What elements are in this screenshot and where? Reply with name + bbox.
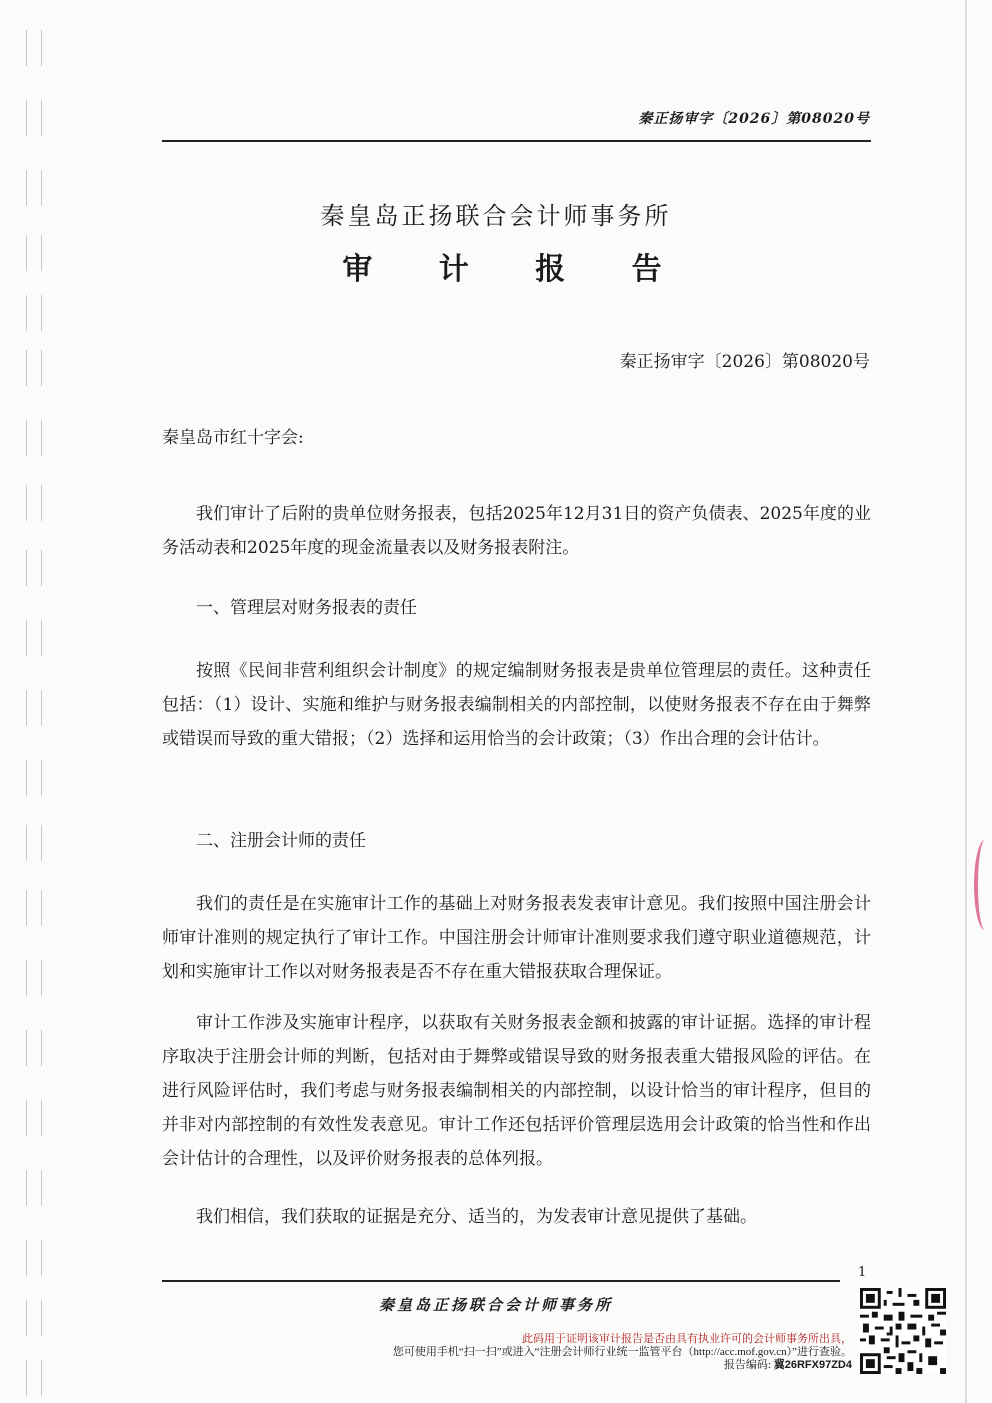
verification-line-1: 此码用于证明该审计报告是否由具有执业许可的会计师事务所出具， [522, 1333, 852, 1345]
verification-note [232, 1333, 852, 1372]
binding-holes [26, 30, 44, 1380]
section2-paragraph-3: 我们相信，我们获取的证据是充分、适当的，为发表审计意见提供了基础。 [196, 1207, 757, 1227]
footer-divider [162, 1280, 840, 1282]
qr-code-icon[interactable] [860, 1288, 946, 1374]
report-title: 审 计 报 告 [342, 252, 690, 287]
seal-edge-mark [974, 840, 992, 930]
header-reference: 秦正扬审字〔2026〕第08020号 [638, 111, 870, 127]
verification-code-label: 报告编码: [723, 1359, 771, 1371]
reference-number: 秦正扬审字〔2026〕第08020号 [619, 352, 870, 372]
section1-paragraph: 按照《民间非营利组织会计制度》的规定编制财务报表是贵单位管理层的责任。这种责任包括：（1）设计、实施和维护与财务报表编制相关的内部控制，以使财务报表不存在由于舞弊或错误而导致的重大错报；（2）选择和运用恰当的会计政策；（3）作出合理的会计估计。 [162, 661, 871, 749]
page-number: 1 [858, 1265, 867, 1280]
section1-heading: 一、管理层对财务报表的责任 [196, 598, 417, 618]
intro-paragraph: 我们审计了后附的贵单位财务报表，包括2025年12月31日的资产负债表、2025年度的业务活动表和2025年度的现金流量表以及财务报表附注。 [162, 504, 871, 558]
section2-paragraph-1: 我们的责任是在实施审计工作的基础上对财务报表发表审计意见。我们按照中国注册会计师审计准则的规定执行了审计工作。中国注册会计师审计准则要求我们遵守职业道德规范，计划和实施审计工作以对财务报表是否不存在重大错报获取合理保证。 [162, 894, 871, 982]
firm-title: 秦皇岛正扬联合会计师事务所 [320, 202, 672, 230]
section2-paragraph-2: 审计工作涉及实施审计程序，以获取有关财务报表金额和披露的审计证据。选择的审计程序取决于注册会计师的判断，包括对由于舞弊或错误导致的财务报表重大错报风险的评估。在进行风险评估时，我们考虑与财务报表编制相关的内部控制，以设计恰当的审计程序，但目的并非对内部控制的有效性发表意见。审计工作还包括评价管理层选用会计政策的恰当性和作出会计估计的合理性，以及评价财务报表的总体列报。 [162, 1013, 871, 1169]
section2-heading: 二、注册会计师的责任 [196, 831, 366, 851]
verification-code-line [232, 1359, 852, 1372]
verification-line-2: 您可使用手机“扫一扫”或进入“注册会计师行业统一监管平台（http://acc.mof.gov.cn）”进行查验。 [392, 1346, 852, 1358]
verification-code: 冀26RFX97ZD4 [773, 1359, 852, 1371]
addressee: 秦皇岛市红十字会: [162, 428, 304, 448]
header-divider [162, 140, 871, 142]
footer-firm-name: 秦皇岛正扬联合会计师事务所 [378, 1296, 613, 1314]
